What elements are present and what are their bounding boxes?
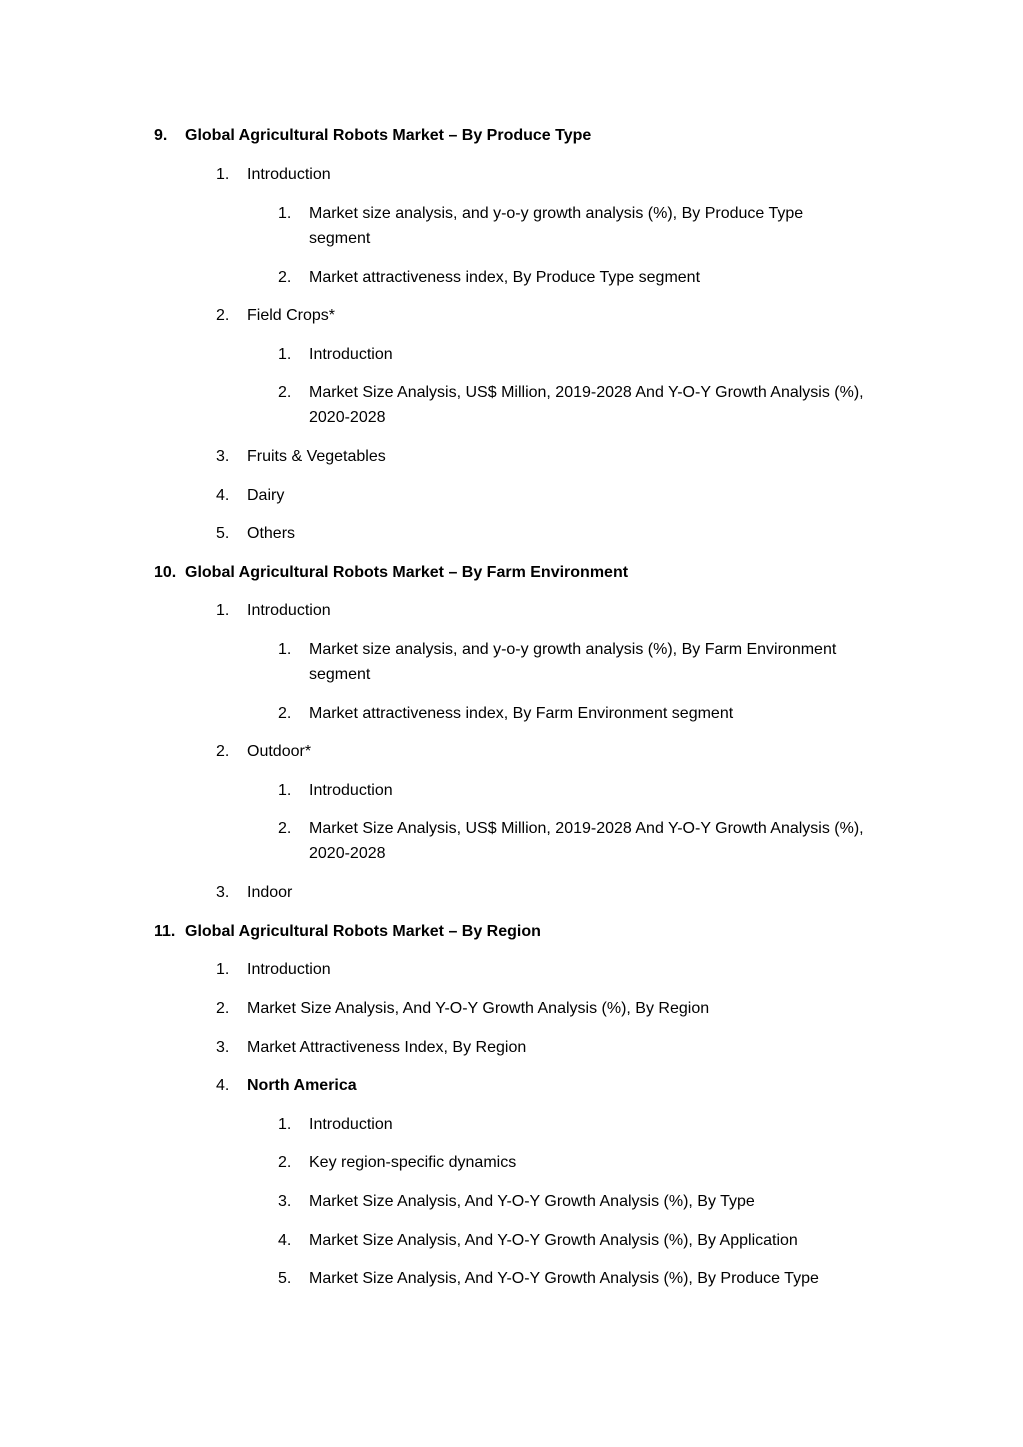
item-text: Field Crops* (247, 307, 336, 324)
item-number: 2. (216, 743, 230, 760)
section-title: Global Agricultural Robots Market – By Produce Type (185, 127, 592, 144)
item-number: 2. (278, 1154, 292, 1171)
item-text: Market size analysis, and y-o-y growth analysis (%), By Farm Environment (309, 641, 837, 658)
item-number: 4. (278, 1232, 292, 1249)
section-number: 11. (154, 923, 176, 940)
item-text: Market Size Analysis, And Y-O-Y Growth Analysis (%), By Application (309, 1232, 798, 1249)
item-number: 1. (216, 166, 230, 183)
item-text: Market Size Analysis, And Y-O-Y Growth Analysis (%), By Region (247, 1000, 710, 1017)
item-text-continued: 2020-2028 (309, 845, 386, 862)
item-text-continued: segment (309, 230, 371, 247)
item-text: Introduction (309, 346, 393, 363)
item-number: 4. (216, 487, 230, 504)
item-text: Market size analysis, and y-o-y growth analysis (%), By Produce Type (309, 205, 804, 222)
item-number: 1. (278, 1116, 292, 1133)
item-number: 2. (216, 307, 230, 324)
item-number: 2. (278, 705, 292, 722)
item-text: Introduction (309, 1116, 393, 1133)
item-text: Indoor (247, 884, 293, 901)
item-text: Dairy (247, 487, 285, 504)
item-text: Market Size Analysis, And Y-O-Y Growth Analysis (%), By Type (309, 1193, 755, 1210)
item-text: Introduction (309, 782, 393, 799)
item-text-continued: segment (309, 666, 371, 683)
item-text: Fruits & Vegetables (247, 448, 386, 465)
item-number: 2. (278, 820, 292, 837)
item-number: 1. (278, 205, 292, 222)
item-text: North America (247, 1077, 357, 1094)
item-number: 5. (216, 525, 230, 542)
item-number: 1. (216, 961, 230, 978)
item-text: Market attractiveness index, By Produce Type segment (309, 269, 701, 286)
item-number: 4. (216, 1077, 230, 1094)
item-number: 2. (278, 269, 292, 286)
item-text: Market Size Analysis, US$ Million, 2019-2028 And Y-O-Y Growth Analysis (%), (309, 820, 864, 837)
item-text: Introduction (247, 961, 331, 978)
item-number: 3. (278, 1193, 292, 1210)
item-text: Outdoor* (247, 743, 312, 760)
section-title: Global Agricultural Robots Market – By Region (185, 923, 541, 940)
item-number: 1. (278, 641, 292, 658)
item-text: Market Attractiveness Index, By Region (247, 1039, 527, 1056)
item-number: 5. (278, 1270, 292, 1287)
item-number: 2. (278, 384, 292, 401)
item-text-continued: 2020-2028 (309, 409, 386, 426)
item-text: Introduction (247, 602, 331, 619)
item-number: 1. (278, 346, 292, 363)
item-number: 2. (216, 1000, 230, 1017)
item-text: Market attractiveness index, By Farm Environment segment (309, 705, 734, 722)
section-title: Global Agricultural Robots Market – By Farm Environment (185, 564, 629, 581)
item-text: Market Size Analysis, US$ Million, 2019-2028 And Y-O-Y Growth Analysis (%), (309, 384, 864, 401)
item-text: Key region-specific dynamics (309, 1154, 517, 1171)
item-number: 3. (216, 884, 230, 901)
item-number: 1. (216, 602, 230, 619)
item-text: Market Size Analysis, And Y-O-Y Growth Analysis (%), By Produce Type (309, 1270, 819, 1287)
section-number: 10. (154, 564, 177, 581)
item-text: Introduction (247, 166, 331, 183)
item-number: 3. (216, 1039, 230, 1056)
item-number: 3. (216, 448, 230, 465)
item-text: Others (247, 525, 296, 542)
section-number: 9. (154, 127, 168, 144)
item-number: 1. (278, 782, 292, 799)
